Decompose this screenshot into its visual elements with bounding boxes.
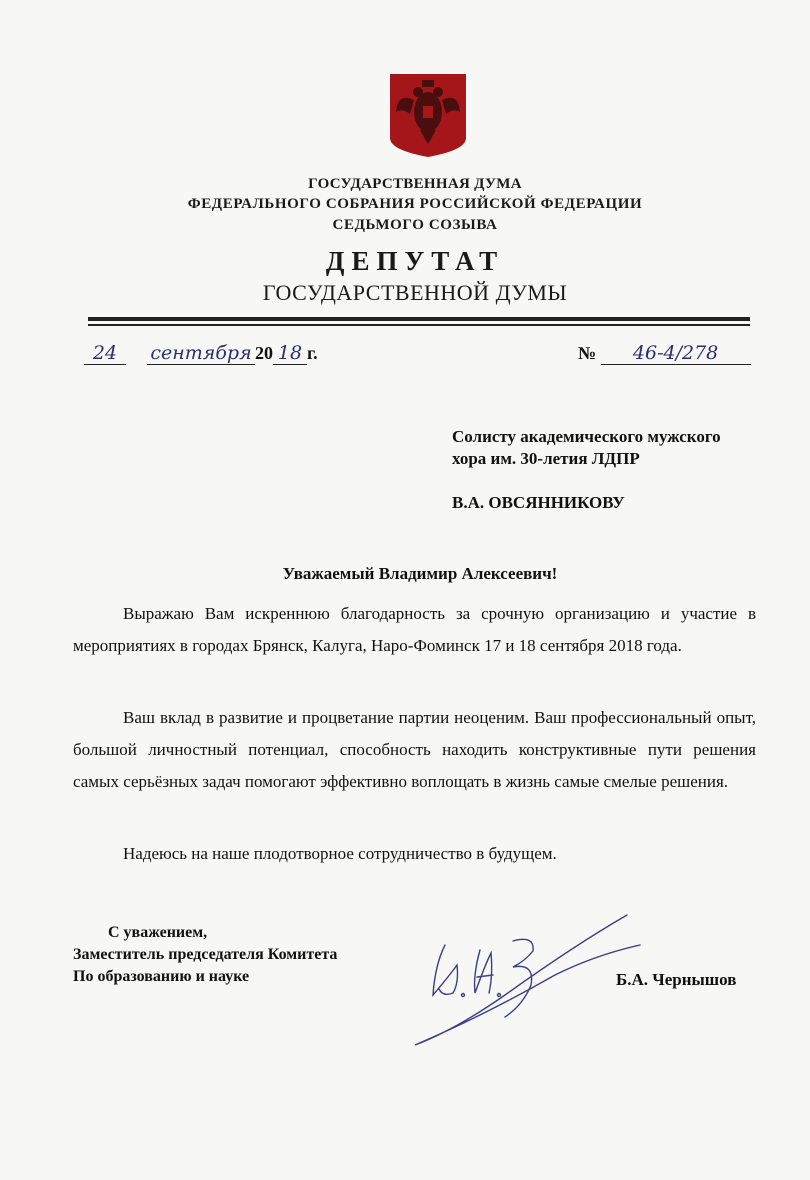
date-month: сентября — [147, 342, 255, 365]
date-year-unit: г. — [307, 343, 318, 363]
header-rule-thin — [88, 324, 750, 326]
salutation: Уважаемый Владимир Алексеевич! — [282, 564, 558, 583]
handwritten-signature — [395, 905, 645, 1055]
header-line-1: ГОСУДАРСТВЕННАЯ ДУМА — [308, 176, 522, 192]
document-number: 46-4/278 — [601, 342, 751, 365]
closing-position: Заместитель председателя Комитета — [73, 946, 338, 963]
header-rule-thick — [88, 317, 750, 321]
paragraph-1 — [73, 598, 756, 662]
recipient-line-1: Солисту академического мужского — [452, 427, 721, 446]
signer-name: Б.А. Чернышов — [616, 970, 737, 989]
paragraph-2-text: Ваш вклад в развитие и процветание партии неоценим. Ваш профессиональный опыт, большой личностный потенциал, способность находить конструктивные пути решения самых серьёзных задач помогают эффективно воплощать в жизнь самые смелые решения. — [73, 708, 756, 791]
closing-regards: С уважением, — [108, 924, 208, 941]
recipient-line-2: хора им. 30-летия ЛДПР — [452, 449, 640, 468]
paragraph-3 — [73, 838, 756, 870]
header-line-2: ФЕДЕРАЛЬНОГО СОБРАНИЯ РОССИЙСКОЙ ФЕДЕРАЦИИ — [187, 196, 643, 212]
document-number-field — [578, 342, 751, 365]
date-field — [84, 342, 318, 365]
recipient-name: В.А. ОВСЯННИКОВУ — [452, 493, 625, 512]
header-line-3: СЕДЬМОГО СОЗЫВА — [332, 217, 498, 233]
paragraph-2 — [73, 702, 756, 798]
date-year-prefix: 20 — [255, 343, 273, 363]
closing-block — [73, 922, 337, 988]
closing-committee: По образованию и науке — [73, 968, 250, 985]
double-headed-eagle-emblem-icon — [388, 72, 468, 158]
document-number-label: № — [578, 343, 597, 363]
paragraph-3-text: Надеюсь на наше плодотворное сотрудничество в будущем. — [123, 844, 557, 863]
header-title: ДЕПУТАТ — [325, 246, 505, 276]
header-subtitle: ГОСУДАРСТВЕННОЙ ДУМЫ — [262, 280, 568, 305]
date-day: 24 — [84, 342, 126, 365]
paragraph-1-text: Выражаю Вам искреннюю благодарность за срочную организацию и участие в мероприятиях в городах Брянск, Калуга, Наро-Фоминск 17 и 18 сентября 2018 года. — [73, 604, 756, 655]
date-year-suffix: 18 — [273, 342, 307, 365]
